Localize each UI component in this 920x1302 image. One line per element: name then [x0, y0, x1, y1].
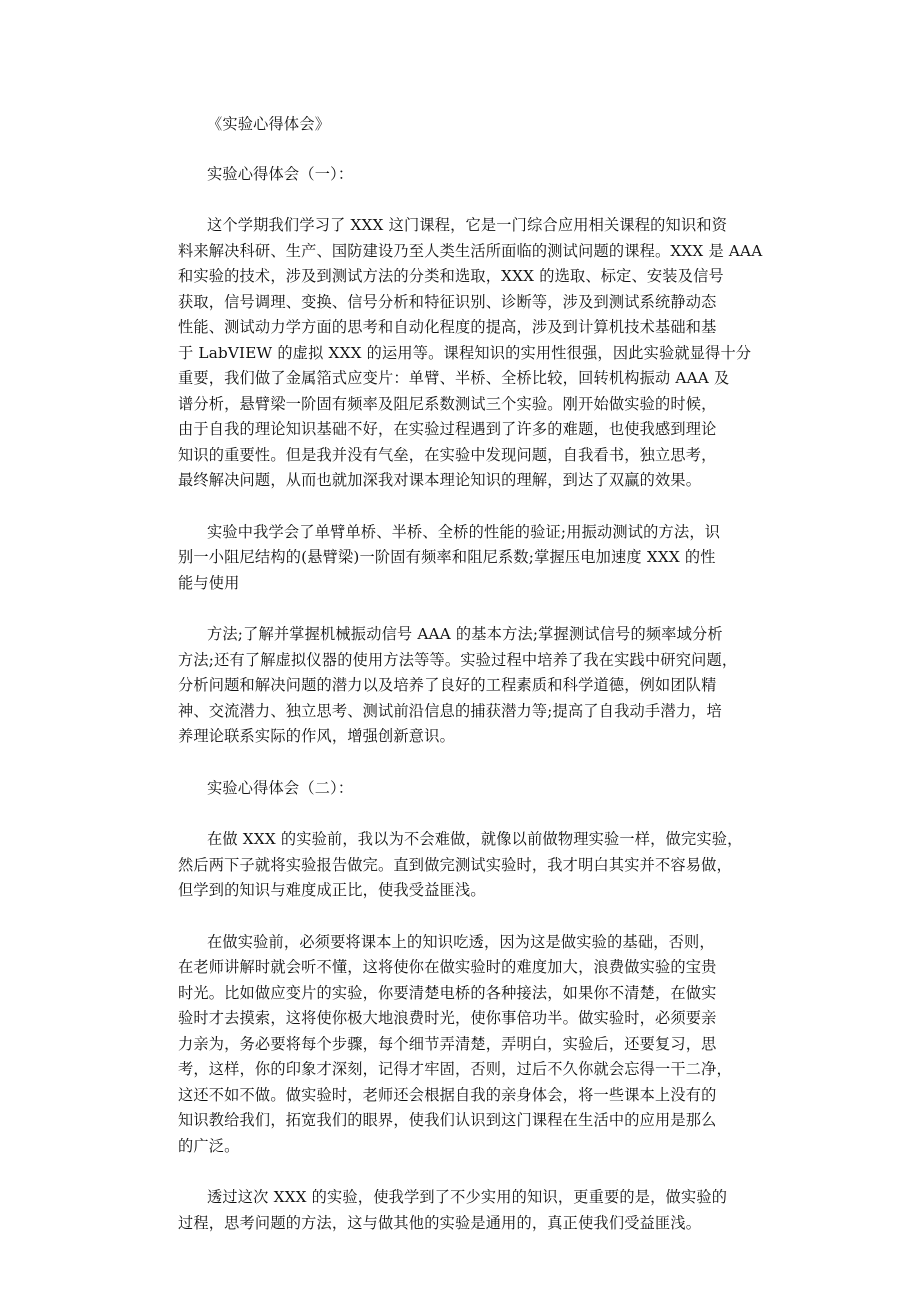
document-page	[178, 112, 763, 1236]
text-line: 这还不如不做。做实验时，老师还会根据自我的亲身体会，将一些课本上没有的	[178, 1085, 717, 1104]
spacer	[178, 750, 748, 776]
spacer	[178, 494, 748, 520]
section2-paragraph3	[178, 1185, 748, 1236]
section1-paragraph3	[178, 622, 748, 750]
text-line: 知识教给我们，拓宽我们的眼界，使我们认识到这门课程在生活中的应用是那么	[178, 1111, 717, 1129]
text-line: 由于自我的理论知识基础不好，在实验过程遇到了许多的难题，也使我感到理论	[178, 420, 717, 438]
text-line: 神、交流潜力、独立思考、测试前沿信息的捕获潜力等;提高了自我动手潜力，培	[178, 701, 722, 720]
text-line: 验时才去摸索，这将使你极大地浪费时光，使你事倍功半。做实验时，必须要亲	[178, 1009, 717, 1027]
text-line: 在做 XXX 的实验前，我以为不会难做，就像以前做物理实验一样，做完实验，	[207, 830, 743, 848]
text-line: 最终解决问题，从而也就加深我对课本理论知识的理解，到达了双赢的效果。	[178, 471, 702, 489]
text-line: 别一小阻尼结构的(悬臂梁)一阶固有频率和阻尼系数;掌握压电加速度 XXX 的性	[178, 548, 716, 566]
text-line: 料来解决科研、生产、国防建设乃至人类生活所面临的测试问题的课程。XXX 是 AAA	[178, 241, 763, 260]
spacer	[178, 187, 748, 213]
text-line: 但学到的知识与难度成正比，使我受益匪浅。	[178, 881, 486, 899]
text-line: 考，这样，你的印象才深刻，记得才牢固，否则，过后不久你就会忘得一干二净，	[178, 1060, 732, 1078]
spacer	[178, 596, 748, 622]
text-line: 知识的重要性。但是我并没有气垒，在实验中发现问题，自我看书，独立思考，	[178, 445, 717, 464]
section2-heading: 实验心得体会（二）：	[207, 778, 354, 797]
text-line: 于 LabVIEW 的虚拟 XXX 的运用等。课程知识的实用性很强，因此实验就显得十分	[178, 343, 752, 362]
text-line: 然后两下子就将实验报告做完。直到做完测试实验时，我才明白其实并不容易做，	[178, 855, 732, 874]
text-line: 这个学期我们学习了 XXX 这门课程，它是一门综合应用相关课程的知识和资	[207, 216, 728, 234]
text-line: 的广泛。	[178, 1136, 240, 1155]
text-line: 方法;了解并掌握机械振动信号 AAA 的基本方法;掌握测试信号的频率域分析	[207, 625, 723, 643]
text-line: 透过这次 XXX 的实验，使我学到了不少实用的知识，更重要的是，做实验的	[207, 1188, 728, 1206]
text-line: 分析问题和解决问题的潜力以及培养了良好的工程素质和科学道德，例如团队精	[178, 676, 717, 694]
text-line: 性能、测试动力学方面的思考和自动化程度的提高，涉及到计算机技术基础和基	[178, 318, 717, 336]
text-line: 方法;还有了解虚拟仪器的使用方法等等。实验过程中培养了我在实践中研究问题，	[178, 650, 738, 669]
text-line: 实验中我学会了单臂单桥、半桥、全桥的性能的验证;用振动测试的方法，识	[207, 522, 721, 541]
text-line: 能与使用	[178, 573, 240, 592]
text-line: 谱分析，悬臂梁一阶固有频率及阻尼系数测试三个实验。刚开始做实验的时候，	[178, 394, 717, 413]
text-line: 重要，我们做了金属箔式应变片：单臂、半桥、全桥比较，回转机构振动 AAA 及	[178, 369, 730, 387]
section2-paragraph2	[178, 930, 748, 1160]
spacer	[178, 904, 748, 930]
section1-paragraph2	[178, 520, 748, 597]
section1-paragraph1	[178, 213, 763, 494]
text-line: 在做实验前，必须要将课本上的知识吃透，因为这是做实验的基础，否则，	[207, 932, 715, 951]
spacer	[178, 1159, 748, 1185]
document-title: 《实验心得体会》	[207, 115, 331, 133]
spacer	[178, 138, 748, 162]
text-line: 获取，信号调理、变换、信号分析和特征识别、诊断等，涉及到测试系统静动态	[178, 292, 717, 311]
text-line: 和实验的技术，涉及到测试方法的分类和选取，XXX 的选取、标定、安装及信号	[178, 267, 724, 285]
text-line: 力亲为，务必要将每个步骤，每个细节弄清楚，弄明白，实验后，还要复习，思	[178, 1034, 717, 1053]
section2-paragraph1	[178, 827, 748, 904]
section1-heading: 实验心得体会（一）：	[207, 164, 354, 183]
text-line: 时光。比如做应变片的实验，你要清楚电桥的各种接法，如果你不清楚，在做实	[178, 983, 717, 1002]
text-line: 过程，思考问题的方法，这与做其他的实验是通用的，真正使我们受益匪浅。	[178, 1213, 702, 1232]
text-line: 在老师讲解时就会听不懂，这将使你在做实验时的难度加大，浪费做实验的宝贵	[178, 958, 717, 976]
spacer	[178, 801, 748, 827]
text-line: 养理论联系实际的作风，增强创新意识。	[178, 727, 455, 745]
